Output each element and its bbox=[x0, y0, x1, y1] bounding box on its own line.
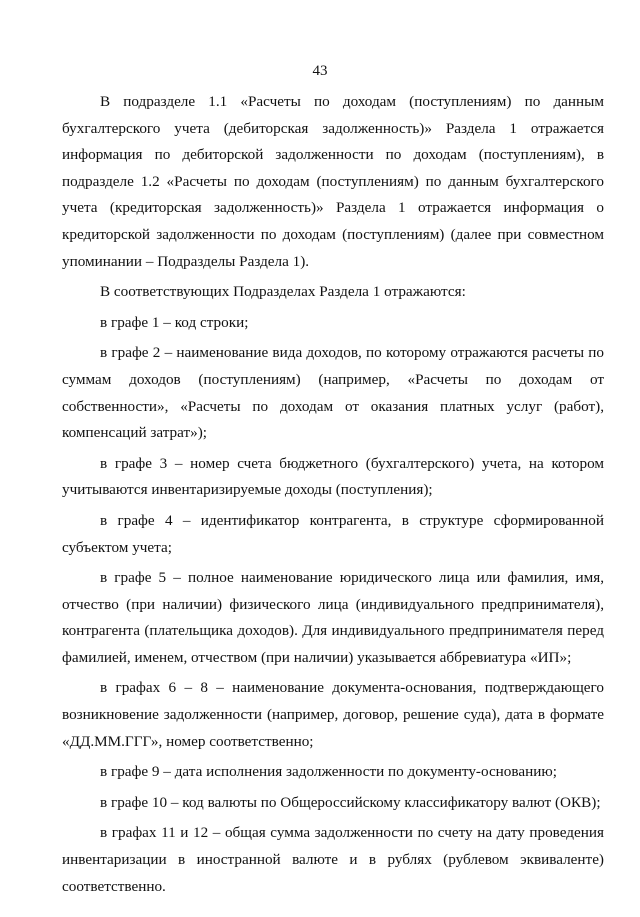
document-body bbox=[62, 89, 604, 904]
paragraph-column-4: в графе 4 – идентификатор контрагента, в структуре сформированной субъектом учета; bbox=[62, 511, 604, 556]
page-number: 43 bbox=[312, 63, 328, 79]
paragraph-columns-11-12: в графах 11 и 12 – общая сумма задолженности по счету на дату проведения инвентаризации в иностранной валюте и в рублях (рублевом эквиваленте) соответственно. bbox=[62, 824, 604, 895]
paragraph-column-3: в графе 3 – номер счета бюджетного (бухгалтерского) учета, на котором учитываются инвентаризируемые доходы (поступления); bbox=[62, 454, 604, 499]
paragraph-column-2: в графе 2 – наименование вида доходов, по которому отражаются расчеты по суммам доходов (поступлениям) (например, «Расчеты по доходам от собственности», «Расчеты по доходам от оказания платных услуг (работ), компенсаций затрат»); bbox=[62, 344, 604, 442]
paragraph-column-9: в графе 9 – дата исполнения задолженности по документу-основанию; bbox=[100, 763, 557, 781]
paragraph-column-1: в графе 1 – код строки; bbox=[100, 313, 249, 331]
paragraph-column-5: в графе 5 – полное наименование юридического лица или фамилия, имя, отчество (при наличии) физического лица (индивидуального предпринимателя), контрагента (плательщика доходов). Для индивидуального предпринимателя перед фамилией, именем, отчеством (при наличии) указывается аббревиатура «ИП»; bbox=[62, 569, 604, 666]
paragraph-subsections-reflect: В соответствующих Подразделах Раздела 1 отражаются: bbox=[100, 283, 466, 301]
paragraph-column-10: в графе 10 – код валюты по Общероссийскому классификатору валют (ОКВ); bbox=[100, 793, 601, 811]
paragraph-subsections-intro: В подразделе 1.1 «Расчеты по доходам (поступлениям) по данным бухгалтерского учета (дебиторская задолженность)» Раздела 1 отражается информация по дебиторской задолженности по доходам (поступлениям), в подразделе 1.2 «Расчеты по доходам (поступлениям) по данным бухгалтерского учета (кредиторская задолженность)» Раздела 1 отражается информация о кредиторской задолженности по доходам (поступлениям) (далее при совместном упоминании – Подразделы Раздела 1). bbox=[62, 93, 604, 270]
paragraph-columns-6-8: в графах 6 – 8 – наименование документа-основания, подтверждающего возникновение задолженности (например, договор, решение суда), дата в формате «ДД.ММ.ГГГ», номер соответственно; bbox=[62, 679, 604, 750]
